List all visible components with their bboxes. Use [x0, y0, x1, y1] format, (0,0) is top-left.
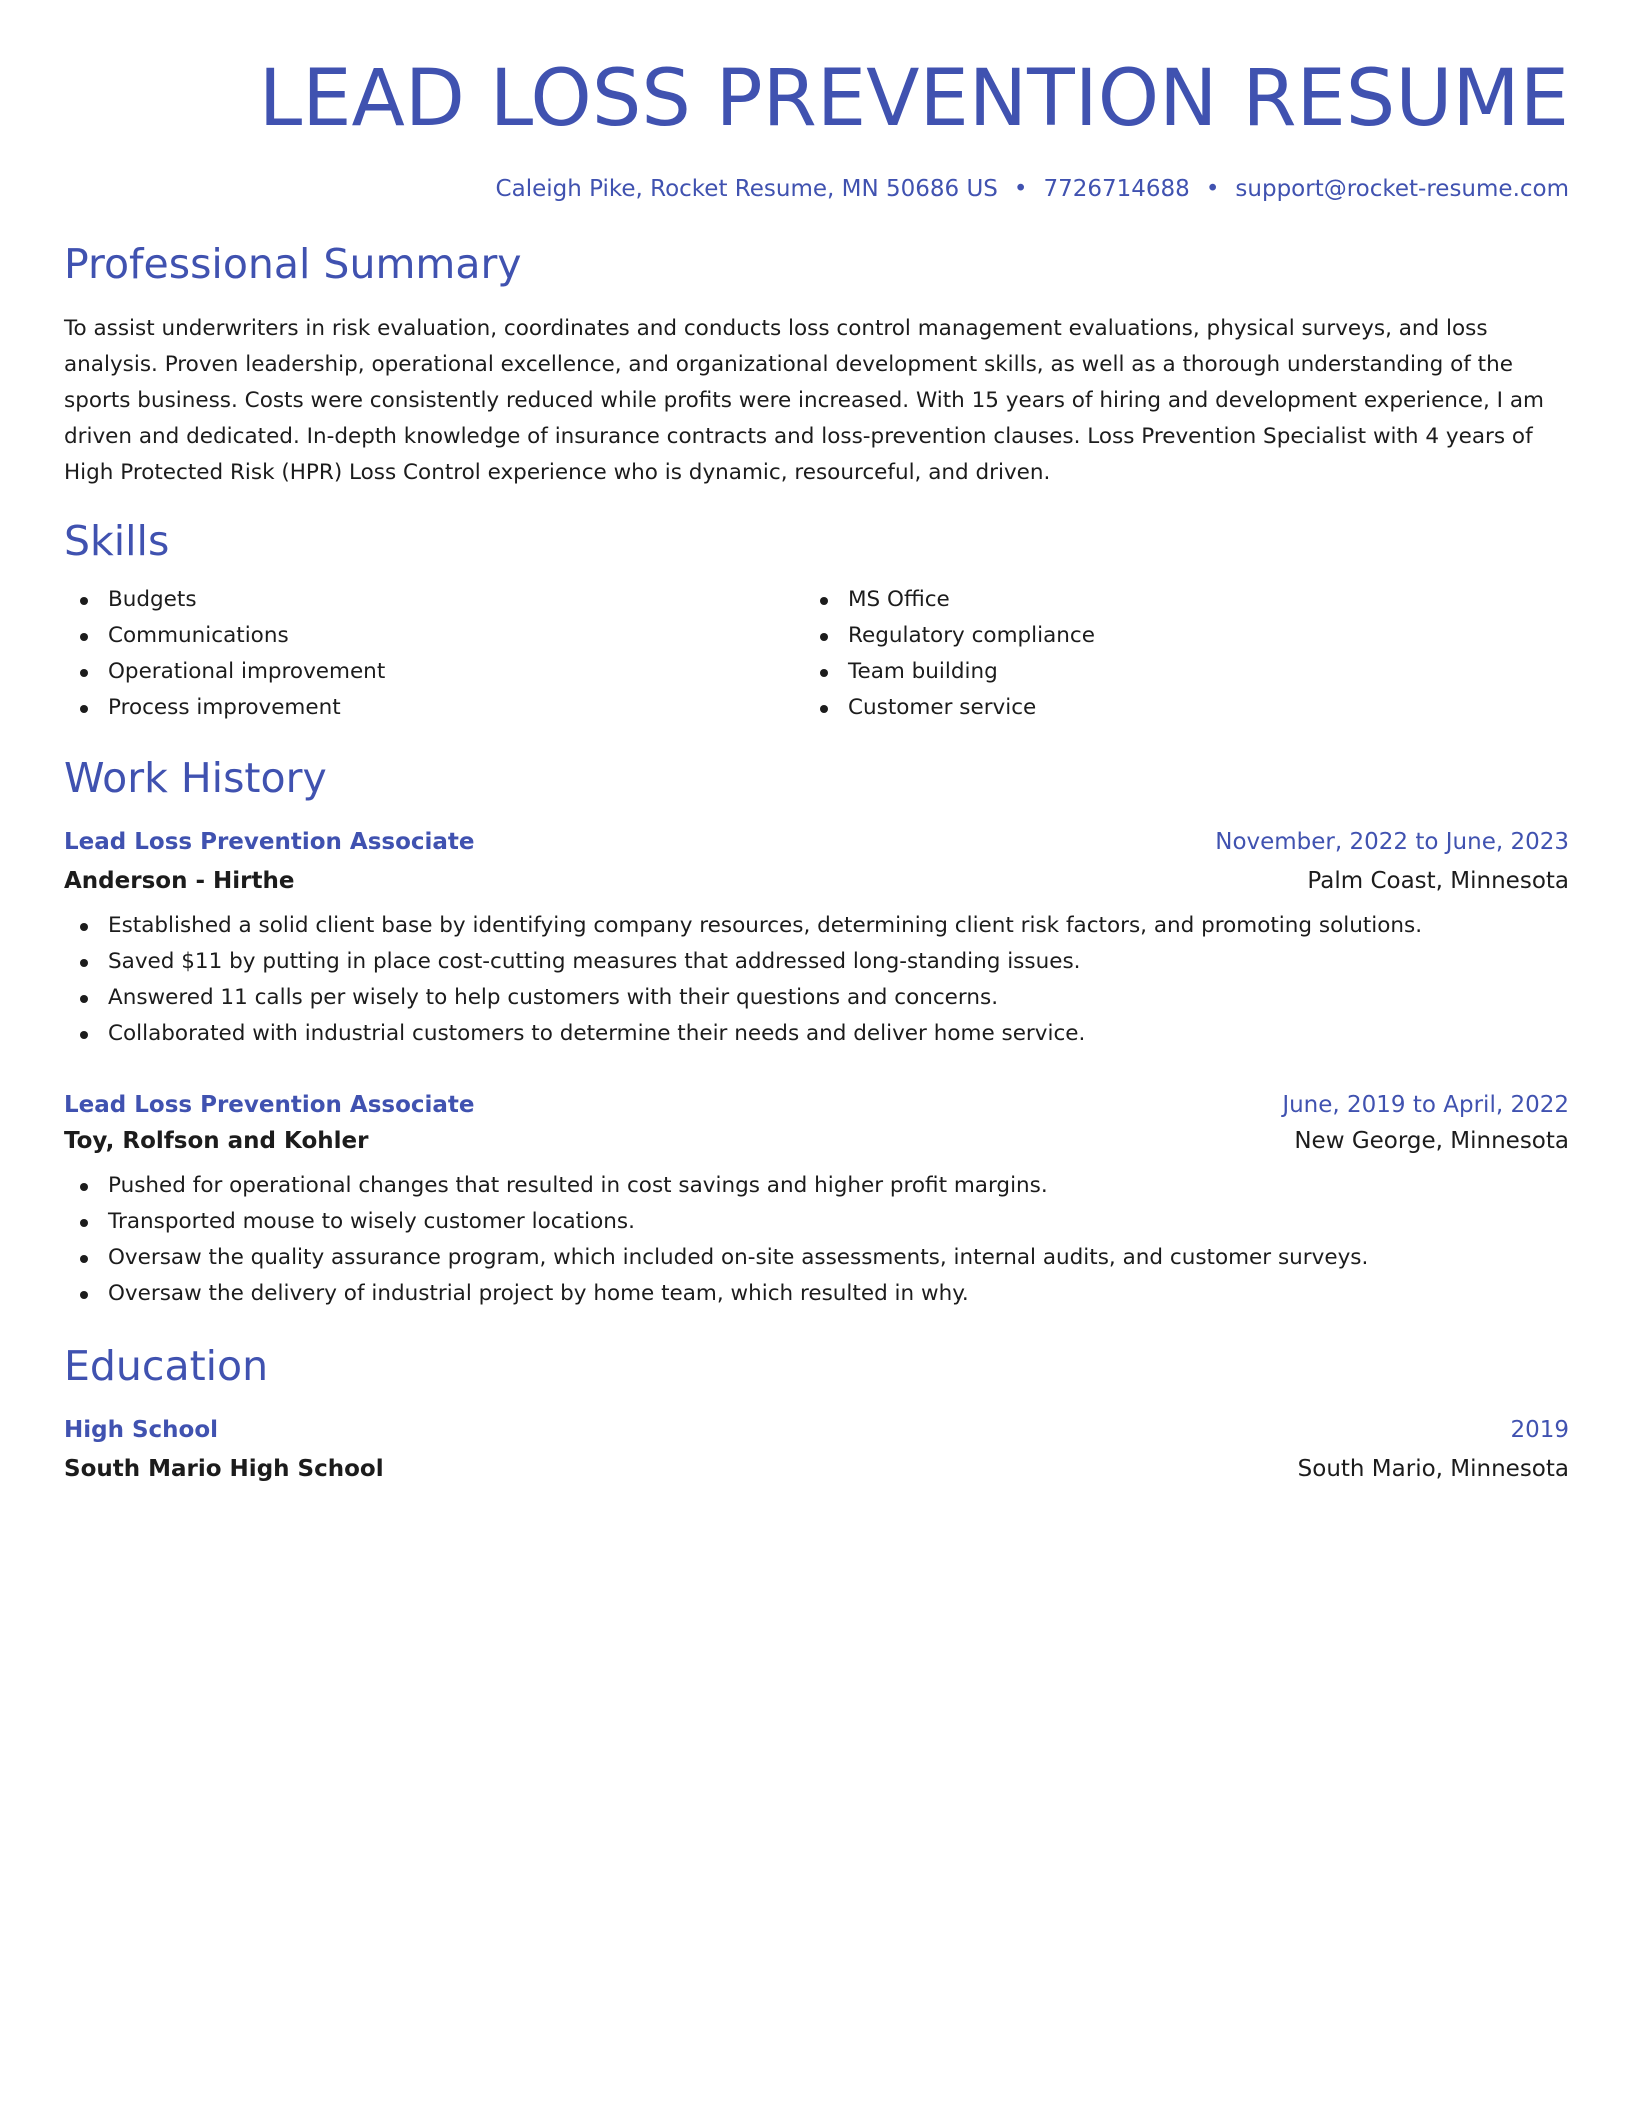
skill-item: Communications	[64, 618, 804, 654]
skill-item: Regulatory compliance	[804, 618, 1544, 654]
summary-text: To assist underwriters in risk evaluation, coordinates and conducts loss control management evaluations, physical surveys, and loss analysis. Proven leadership, operational excellence, and organizational development skills, as well as a thorough understanding of the sports business. Costs were consistently reduced while profits were increased. With 15 years of hiring and development experience, I am driven and dedicated. In-depth knowledge of insurance contracts and loss-prevention clauses. Loss Prevention Specialist with 4 years of High Protected Risk (HPR) Loss Control experience who is dynamic, resourceful, and driven.	[64, 316, 1544, 485]
job-company-row	[64, 1128, 1569, 1154]
job-bullet: Transported mouse to wisely customer locations.	[64, 1204, 1569, 1240]
job-bullet: Answered 11 calls per wisely to help customers with their questions and concerns.	[64, 980, 1569, 1016]
education-school-row	[64, 1456, 1569, 1482]
job-entry	[64, 829, 1569, 1052]
contact-line	[64, 176, 1569, 202]
skills-column-left	[64, 582, 804, 726]
contact-email: support@rocket-resume.com	[1235, 176, 1569, 202]
work-history-heading: Work History	[64, 754, 327, 802]
job-bullet: Pushed for operational changes that resulted in cost savings and higher profit margins.	[64, 1168, 1569, 1204]
skills-column-right	[804, 582, 1544, 726]
job-location: Palm Coast, Minnesota	[1307, 868, 1569, 894]
education-heading: Education	[64, 1342, 269, 1390]
skill-item: Budgets	[64, 582, 804, 618]
job-dates: June, 2019 to April, 2022	[1282, 1092, 1569, 1118]
skill-item: Customer service	[804, 690, 1544, 726]
skills-list	[64, 582, 1569, 726]
contact-separator: •	[1013, 176, 1028, 202]
skills-heading: Skills	[64, 517, 170, 565]
job-company: Anderson - Hirthe	[64, 868, 295, 894]
job-bullets	[64, 908, 1569, 1052]
education-entry	[64, 1417, 1569, 1482]
job-bullet: Oversaw the delivery of industrial project by home team, which resulted in why.	[64, 1276, 1569, 1312]
skill-item: MS Office	[804, 582, 1544, 618]
resume-title: LEAD LOSS PREVENTION RESUME	[258, 54, 1569, 144]
job-title-row	[64, 1092, 1569, 1118]
education-degree-row	[64, 1417, 1569, 1443]
skill-item: Process improvement	[64, 690, 804, 726]
contact-separator: •	[1205, 176, 1220, 202]
education-year: 2019	[1510, 1417, 1569, 1443]
skill-item: Operational improvement	[64, 654, 804, 690]
job-bullet: Established a solid client base by identifying company resources, determining client risk factors, and promoting solutions.	[64, 908, 1569, 944]
job-location: New George, Minnesota	[1294, 1128, 1569, 1154]
job-entry	[64, 1092, 1569, 1312]
education-location: South Mario, Minnesota	[1297, 1456, 1569, 1482]
education-degree: High School	[64, 1417, 219, 1443]
job-bullets	[64, 1168, 1569, 1312]
job-title: Lead Loss Prevention Associate	[64, 1092, 475, 1118]
skill-item: Team building	[804, 654, 1544, 690]
job-bullet: Collaborated with industrial customers to determine their needs and deliver home service.	[64, 1016, 1569, 1052]
contact-address: Caleigh Pike, Rocket Resume, MN 50686 US	[495, 176, 998, 202]
job-company-row	[64, 868, 1569, 894]
job-bullet: Saved $11 by putting in place cost-cutting measures that addressed long-standing issues.	[64, 944, 1569, 980]
education-school: South Mario High School	[64, 1456, 384, 1482]
summary-heading: Professional Summary	[64, 240, 522, 288]
job-dates: November, 2022 to June, 2023	[1215, 829, 1569, 855]
job-bullet: Oversaw the quality assurance program, which included on-site assessments, internal audits, and customer surveys.	[64, 1240, 1569, 1276]
contact-phone: 7726714688	[1043, 176, 1190, 202]
job-company: Toy, Rolfson and Kohler	[64, 1128, 369, 1154]
job-title-row	[64, 829, 1569, 855]
job-title: Lead Loss Prevention Associate	[64, 829, 475, 855]
